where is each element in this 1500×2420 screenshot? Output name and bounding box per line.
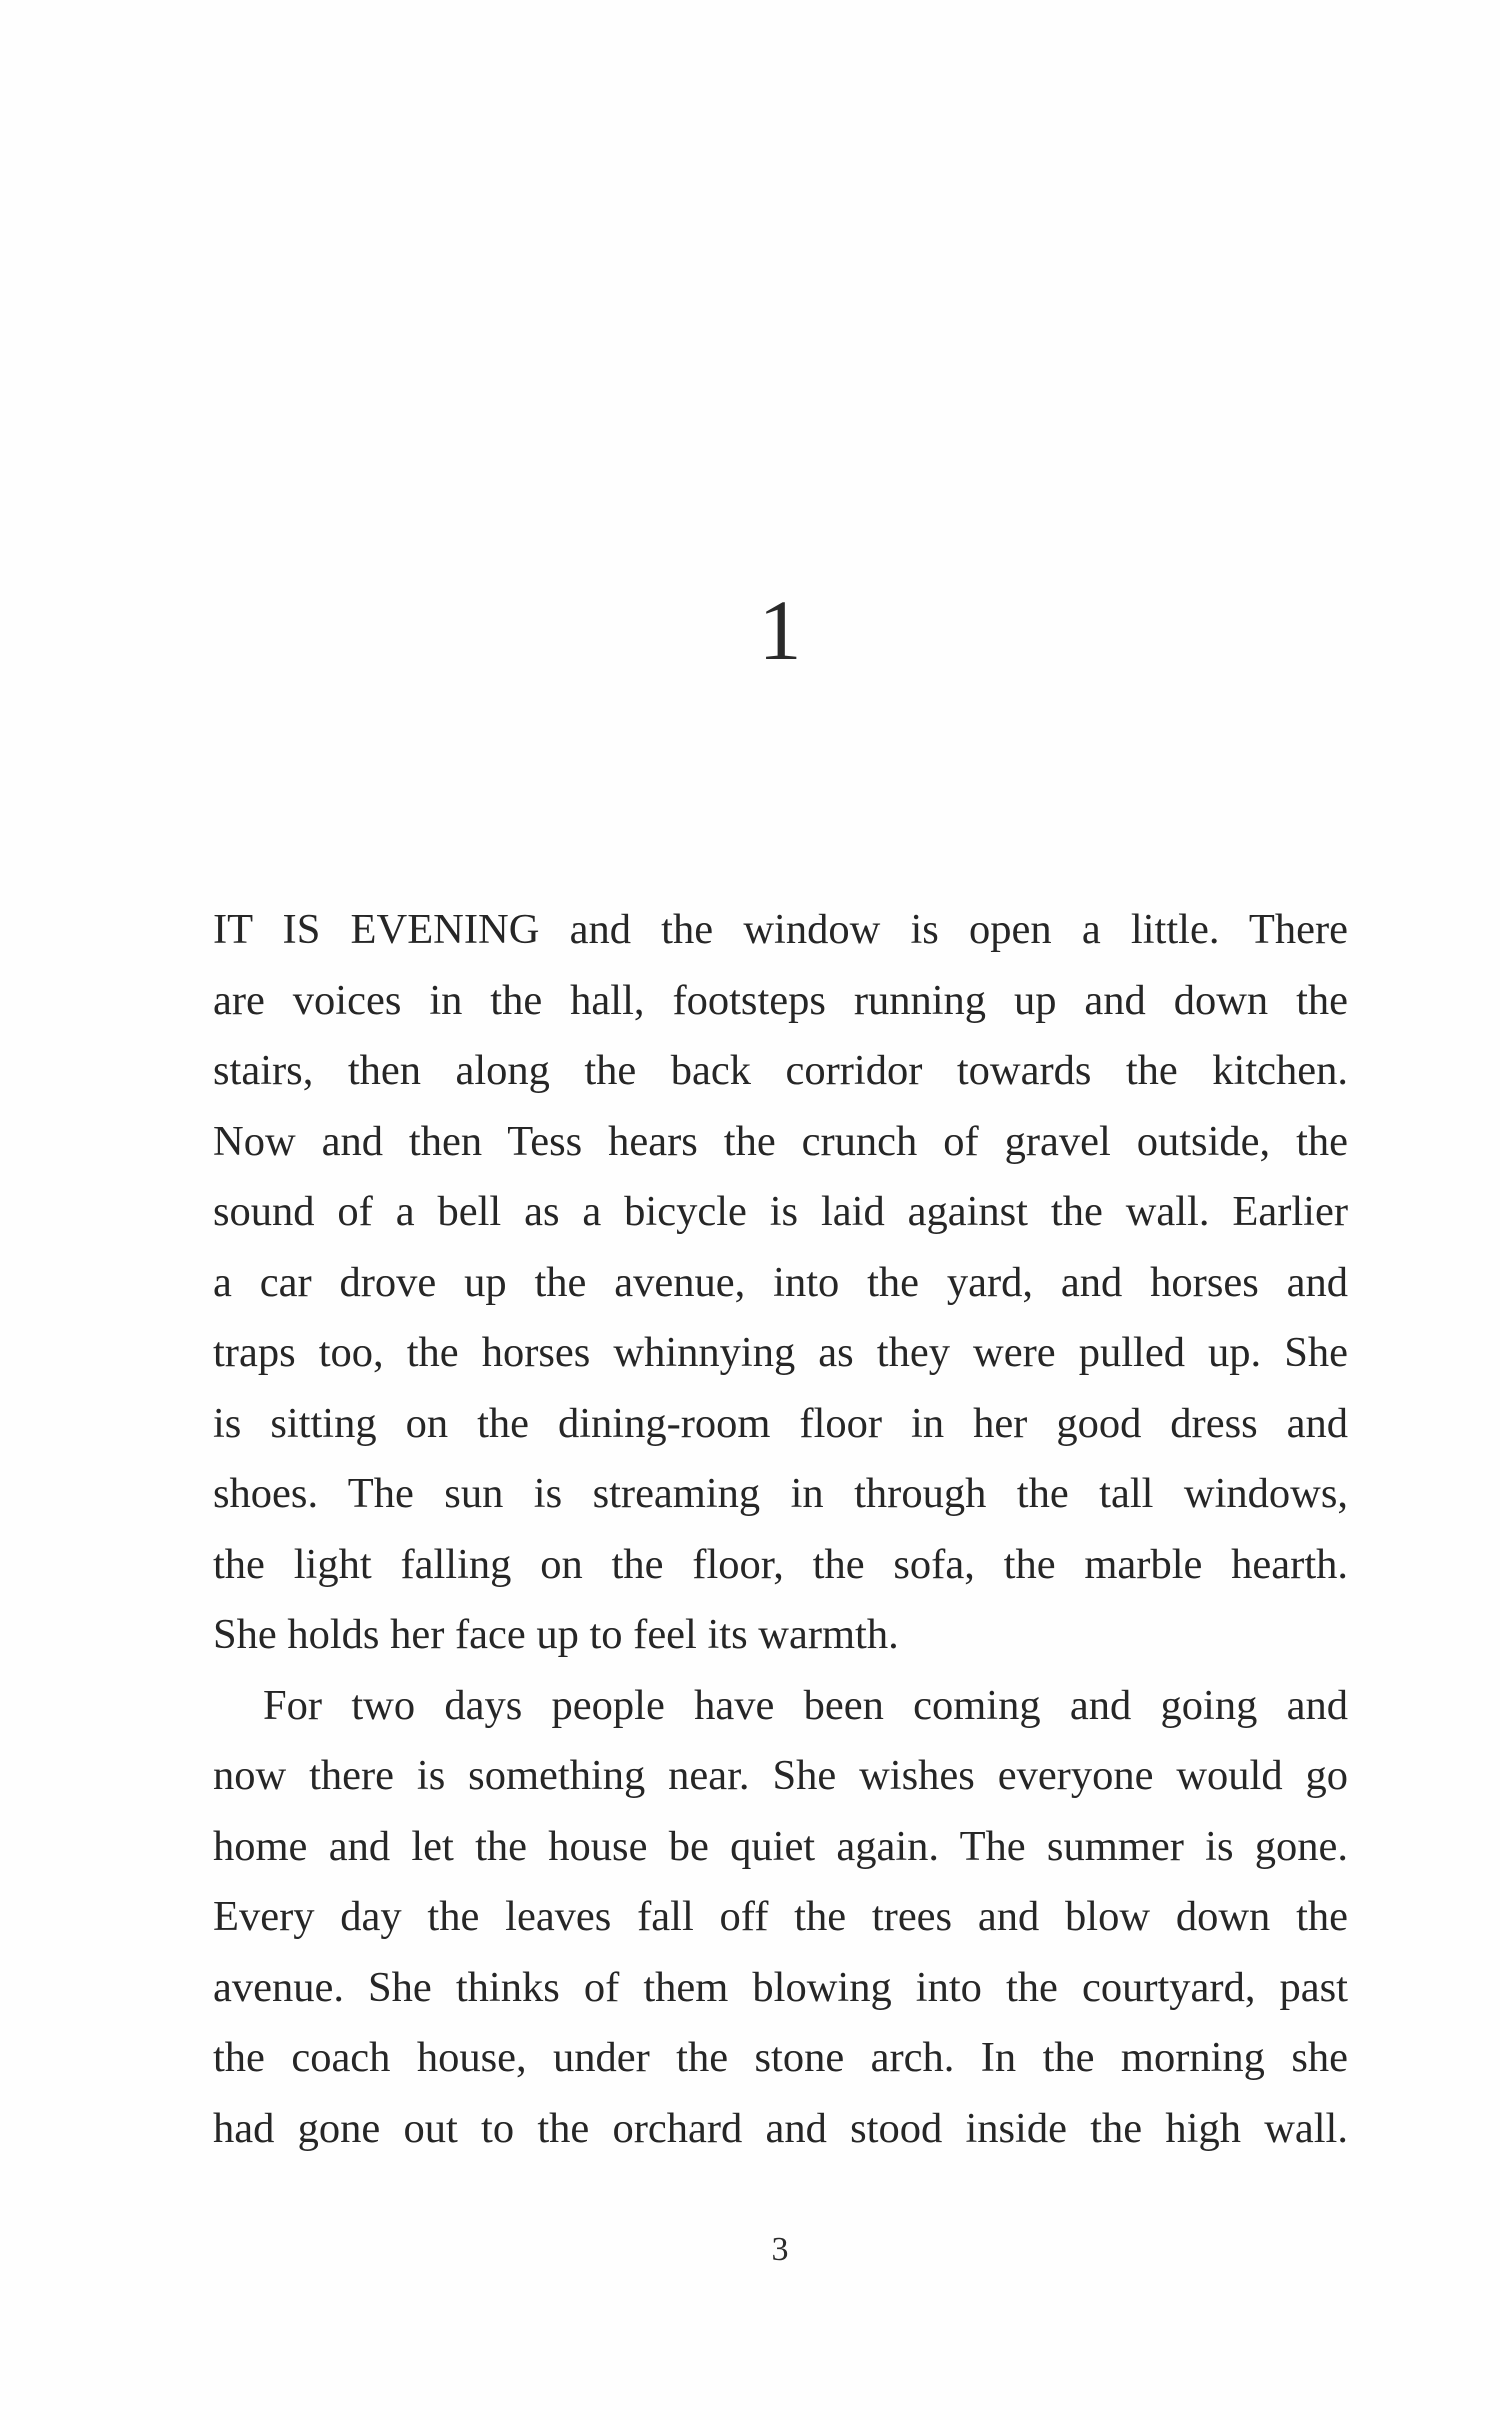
text-line: traps too, the horses whinnying as they were pulled up. She bbox=[213, 1329, 1348, 1376]
page-number: 3 bbox=[771, 2231, 789, 2268]
text-line: Every day the leaves fall off the trees and blow down the bbox=[213, 1893, 1348, 1940]
text-line: a car drove up the avenue, into the yard, and horses and bbox=[213, 1258, 1348, 1306]
text-line: For two days people have been coming and going and bbox=[263, 1681, 1348, 1729]
text-line: stairs, then along the back corridor towards the kitchen. bbox=[213, 1047, 1348, 1094]
body-text bbox=[213, 895, 1348, 2164]
text-line: IT IS EVENING and the window is open a little. There bbox=[213, 906, 1348, 953]
text-line: shoes. The sun is streaming in through the tall windows, bbox=[213, 1470, 1348, 1517]
text-line: the light falling on the floor, the sofa, the marble hearth. bbox=[213, 1540, 1348, 1588]
text-line: avenue. She thinks of them blowing into the courtyard, past bbox=[213, 1963, 1348, 2011]
text-line: the coach house, under the stone arch. In the morning she bbox=[213, 2034, 1348, 2081]
text-line: is sitting on the dining-room floor in her good dress and bbox=[213, 1399, 1348, 1447]
text-line: now there is something near. She wishes everyone would go bbox=[213, 1752, 1348, 1799]
chapter-number: 1 bbox=[758, 582, 802, 678]
paragraph-2 bbox=[213, 1671, 1348, 2165]
text-line: sound of a bell as a bicycle is laid against the wall. Earlier bbox=[213, 1188, 1348, 1235]
text-line: are voices in the hall, footsteps running up and down the bbox=[213, 976, 1348, 1024]
text-line: home and let the house be quiet again. The summer is gone. bbox=[213, 1822, 1348, 1870]
text-line: had gone out to the orchard and stood inside the high wall. bbox=[213, 2104, 1348, 2152]
text-line: She holds her face up to feel its warmth. bbox=[213, 1611, 899, 1658]
text-line: Now and then Tess hears the crunch of gravel outside, the bbox=[213, 1117, 1348, 1165]
paragraph-1 bbox=[213, 895, 1348, 1671]
